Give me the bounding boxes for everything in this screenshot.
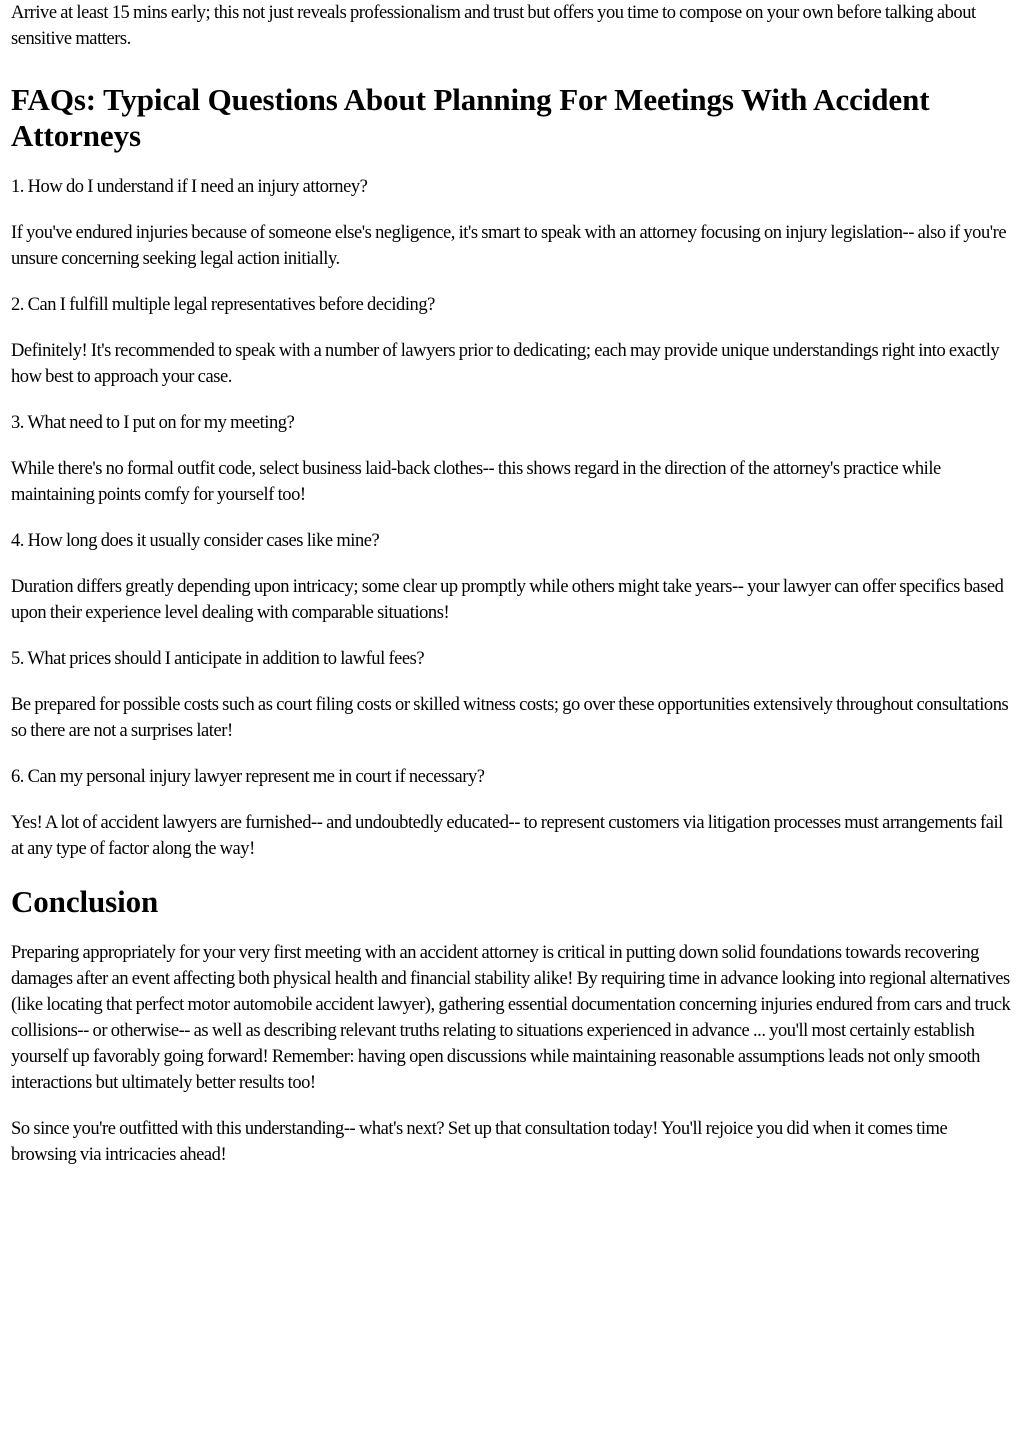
spacer (11, 52, 1014, 82)
spacer (11, 154, 1014, 174)
faq-question: 6. Can my personal injury lawyer represent me in court if necessary? (11, 767, 485, 787)
faq-answer: While there's no formal outfit code, select business laid-back clothes-- this shows regard in the direction of the attorney's practice while maintaining points comfy for yourself too! (11, 459, 941, 505)
conclusion-paragraph: Preparing appropriately for your very first meeting with an accident attorney is critical in putting down solid foundations towards recovering damages after an event affecting both physical health and financial stability alike! By requiring time in advance looking into regional alternatives (like locating that perfect motor automobile accident lawyer), gathering essential documentation concerning injuries endured from cars and truck collisions-- or otherwise-- as well as describing relevant truths relating to situations experienced in advance ... you'll most certainly establish yourself up favorably going forward! Remember: having open discussions while maintaining reasonable assumptions leads not only smooth interactions but ultimately better results too! (11, 943, 1011, 1093)
faq-answer: Yes! A lot of accident lawyers are furnished-- and undoubtedly educated-- to represent customers via litigation processes must arrangements fail at any type of factor along the way! (11, 813, 1003, 859)
intro-paragraph: Arrive at least 15 mins early; this not just reveals professionalism and trust but offers you time to compose on your own before talking about sensitive matters. (11, 3, 976, 49)
closing-paragraph: So since you're outfitted with this understanding-- what's next? Set up that consultation today! You'll rejoice you did when it comes time browsing via intricacies ahead! (11, 1119, 948, 1165)
faq-heading: FAQs: Typical Questions About Planning For Meetings With Accident Attorneys (11, 82, 930, 153)
faq-question: 3. What need to I put on for my meeting? (11, 413, 295, 433)
faq-answer: If you've endured injuries because of someone else's negligence, it's smart to speak with an attorney focusing on injury legislation-- also if you're unsure concerning seeking legal action initially. (11, 223, 1007, 269)
faq-question: 5. What prices should I anticipate in addition to lawful fees? (11, 649, 425, 669)
faq-list (11, 174, 1014, 862)
faq-question: 1. How do I understand if I need an injury attorney? (11, 177, 368, 197)
spacer (11, 920, 1014, 940)
faq-question: 2. Can I fulfill multiple legal representatives before deciding? (11, 295, 435, 315)
conclusion-heading: Conclusion (11, 884, 159, 919)
spacer (11, 862, 1014, 884)
faq-answer: Duration differs greatly depending upon intricacy; some clear up promptly while others might take years-- your lawyer can offer specifics based upon their experience level dealing with comparable situations! (11, 577, 1004, 623)
faq-answer: Be prepared for possible costs such as court filing costs or skilled witness costs; go over these opportunities extensively throughout consultations so there are not a surprises later! (11, 695, 1009, 741)
faq-question: 4. How long does it usually consider cases like mine? (11, 531, 380, 551)
faq-answer: Definitely! It's recommended to speak with a number of lawyers prior to dedicating; each may provide unique understandings right into exactly how best to approach your case. (11, 341, 1000, 387)
